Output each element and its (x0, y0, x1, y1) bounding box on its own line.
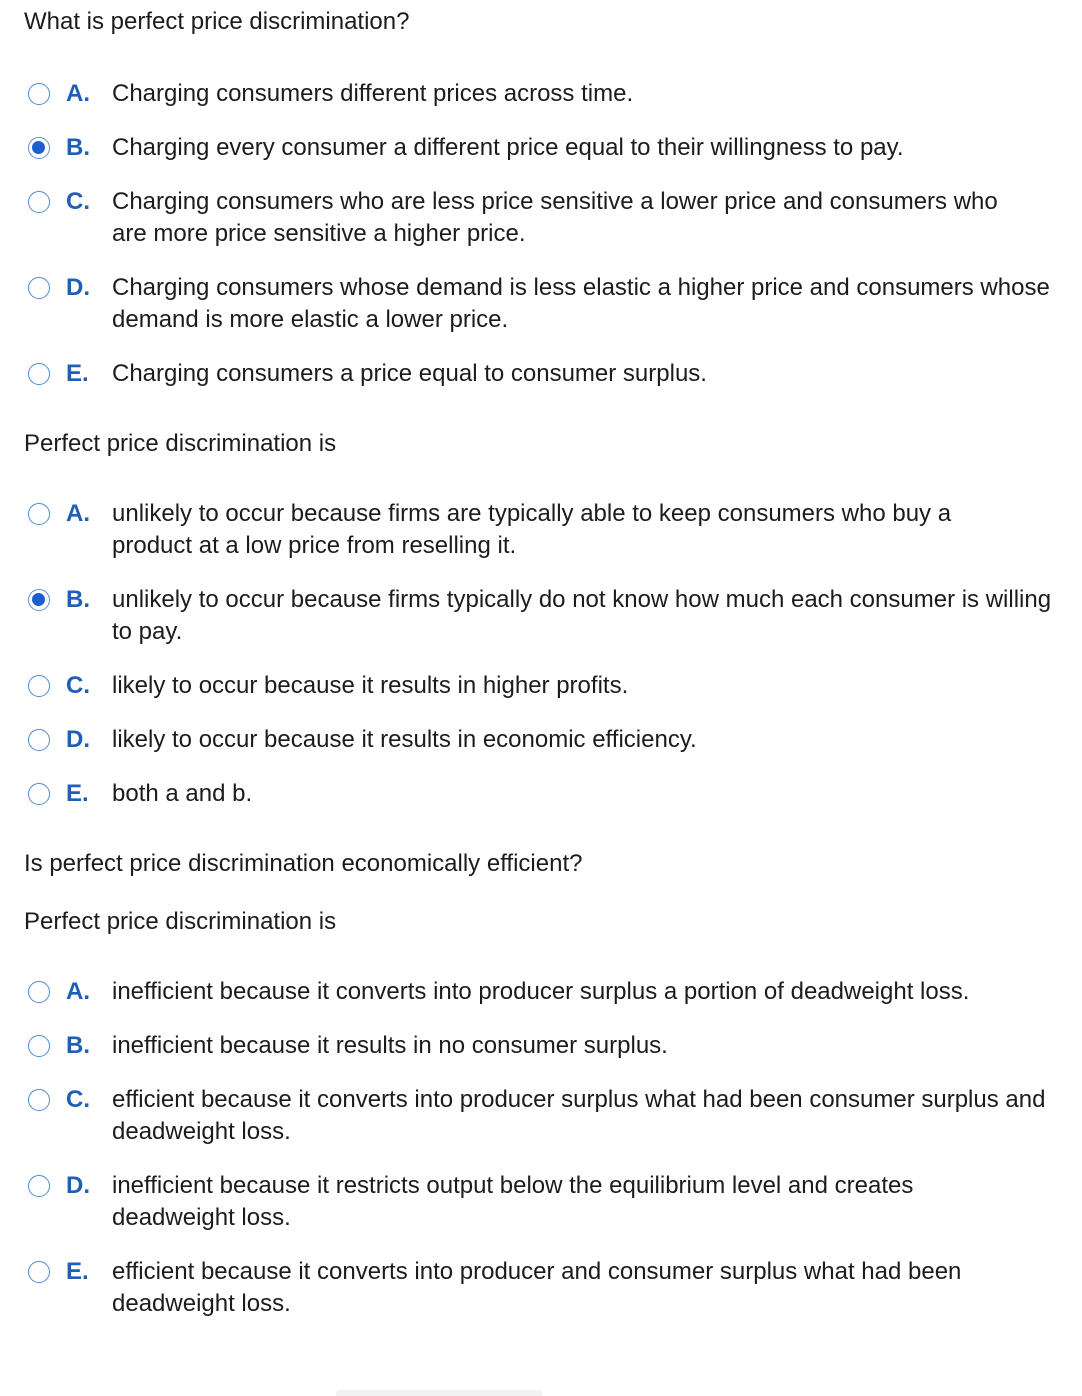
radio-button[interactable] (28, 363, 50, 385)
option-text: Charging consumers who are less price sensitive a lower price and consumers who are more price sensitive a higher price. (112, 188, 998, 247)
option-text: inefficient because it results in no consumer surplus. (112, 1032, 668, 1059)
option-text: Charging every consumer a different price equal to their willingness to pay. (112, 134, 904, 161)
option-text: inefficient because it converts into producer surplus a portion of deadweight loss. (112, 978, 970, 1005)
option-letter: C. (66, 188, 90, 215)
q1-option-d[interactable] (28, 272, 1076, 338)
question-2-prompt: Perfect price discrimination is (24, 430, 337, 457)
option-letter: A. (66, 500, 90, 527)
q1-option-a[interactable] (28, 78, 1076, 112)
horizontal-scrollbar[interactable] (336, 1390, 542, 1396)
radio-button[interactable] (28, 503, 50, 525)
option-text: Charging consumers different prices across time. (112, 80, 634, 107)
q3-option-c[interactable] (28, 1084, 1076, 1150)
q1-option-c[interactable] (28, 186, 1076, 252)
radio-button[interactable] (28, 277, 50, 299)
q1-option-e[interactable] (28, 358, 1076, 392)
option-letter: D. (66, 274, 90, 301)
option-text: efficient because it converts into producer and consumer surplus what had been deadweight loss. (112, 1258, 962, 1317)
option-text: Charging consumers whose demand is less elastic a higher price and consumers whose demand is more elastic a lower price. (112, 274, 1050, 333)
q2-option-a[interactable] (28, 498, 1076, 564)
option-letter: E. (66, 1258, 89, 1285)
option-text: efficient because it converts into producer surplus what had been consumer surplus and deadweight loss. (112, 1086, 1046, 1145)
option-text: unlikely to occur because firms are typically able to keep consumers who buy a product at a low price from reselling it. (112, 500, 952, 559)
q3-option-a[interactable] (28, 976, 1076, 1010)
q2-option-e[interactable] (28, 778, 1076, 812)
option-text: Charging consumers a price equal to consumer surplus. (112, 360, 707, 387)
radio-button[interactable] (28, 675, 50, 697)
q2-option-b[interactable] (28, 584, 1076, 650)
q3-option-e[interactable] (28, 1256, 1076, 1322)
question-3-heading: Is perfect price discrimination economically efficient? (24, 850, 583, 877)
option-text: unlikely to occur because firms typically do not know how much each consumer is willing to pay. (112, 586, 1052, 645)
radio-button[interactable] (28, 191, 50, 213)
option-letter: A. (66, 80, 90, 107)
radio-button[interactable] (28, 83, 50, 105)
option-letter: E. (66, 780, 89, 807)
option-text: likely to occur because it results in higher profits. (112, 672, 629, 699)
option-letter: B. (66, 134, 90, 161)
radio-button[interactable] (28, 1035, 50, 1057)
option-letter: D. (66, 726, 90, 753)
radio-button[interactable] (28, 783, 50, 805)
question-1-prompt: What is perfect price discrimination? (24, 8, 410, 35)
q2-option-d[interactable] (28, 724, 1076, 758)
option-letter: A. (66, 978, 90, 1005)
option-letter: D. (66, 1172, 90, 1199)
radio-button-selected[interactable] (28, 589, 50, 611)
radio-button[interactable] (28, 1261, 50, 1283)
radio-button[interactable] (28, 729, 50, 751)
option-letter: C. (66, 1086, 90, 1113)
option-text: inefficient because it restricts output below the equilibrium level and creates deadweight loss. (112, 1172, 914, 1231)
q3-option-d[interactable] (28, 1170, 1076, 1236)
radio-button[interactable] (28, 1089, 50, 1111)
option-letter: B. (66, 1032, 90, 1059)
option-letter: E. (66, 360, 89, 387)
radio-button[interactable] (28, 981, 50, 1003)
radio-button[interactable] (28, 1175, 50, 1197)
q1-option-b[interactable] (28, 132, 1076, 166)
option-text: both a and b. (112, 780, 253, 807)
radio-button-selected[interactable] (28, 137, 50, 159)
option-letter: C. (66, 672, 90, 699)
option-text: likely to occur because it results in economic efficiency. (112, 726, 697, 753)
q3-option-b[interactable] (28, 1030, 1076, 1064)
q2-option-c[interactable] (28, 670, 1076, 704)
option-letter: B. (66, 586, 90, 613)
question-3-prompt: Perfect price discrimination is (24, 908, 337, 935)
